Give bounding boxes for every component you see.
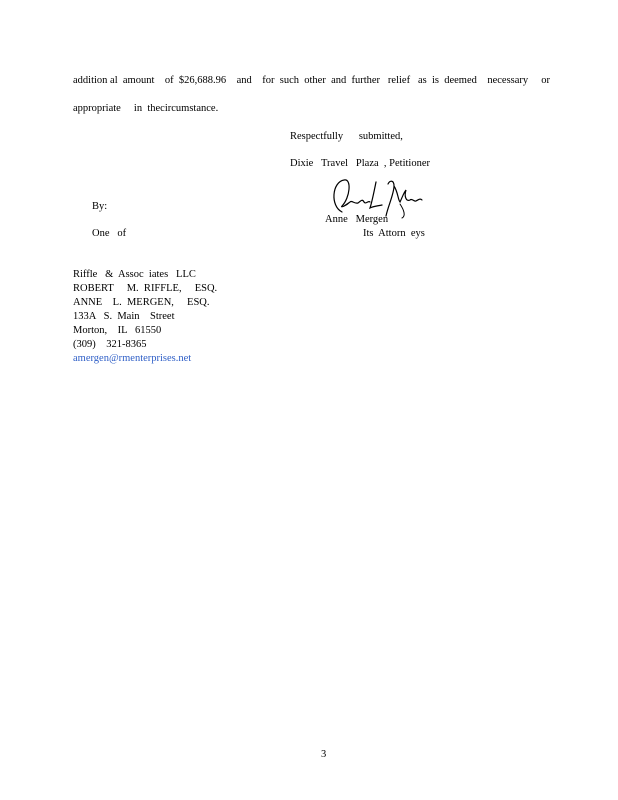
- contact-email-link[interactable]: amergen@rmenterprises.net: [73, 353, 192, 364]
- body-line-2: appropriate in thecircumstance.: [73, 103, 219, 114]
- closing-its-attorneys: Its Attorn eys: [363, 228, 425, 239]
- closing-respectfully: Respectfully submitted,: [290, 131, 403, 142]
- page-number: 3: [321, 749, 327, 760]
- contact-attorney-2: ANNE L. MERGEN, ESQ.: [73, 297, 210, 308]
- body-line-1: addition al amount of $26,688.96 and for such other and further relief as is deemed necessary or: [73, 75, 551, 86]
- contact-city: Morton, IL 61550: [73, 325, 162, 336]
- contact-phone: (309) 321-8365: [73, 339, 147, 350]
- closing-party: Dixie Travel Plaza , Petitioner: [290, 158, 430, 169]
- closing-by: By:: [92, 201, 108, 212]
- closing-one-of: One of: [92, 228, 127, 239]
- contact-street: 133A S. Main Street: [73, 311, 175, 322]
- contact-attorney-1: ROBERT M. RIFFLE, ESQ.: [73, 283, 218, 294]
- signer-name: Anne Mergen: [325, 214, 389, 225]
- contact-firm: Riffle & Assoc iates LLC: [73, 269, 196, 280]
